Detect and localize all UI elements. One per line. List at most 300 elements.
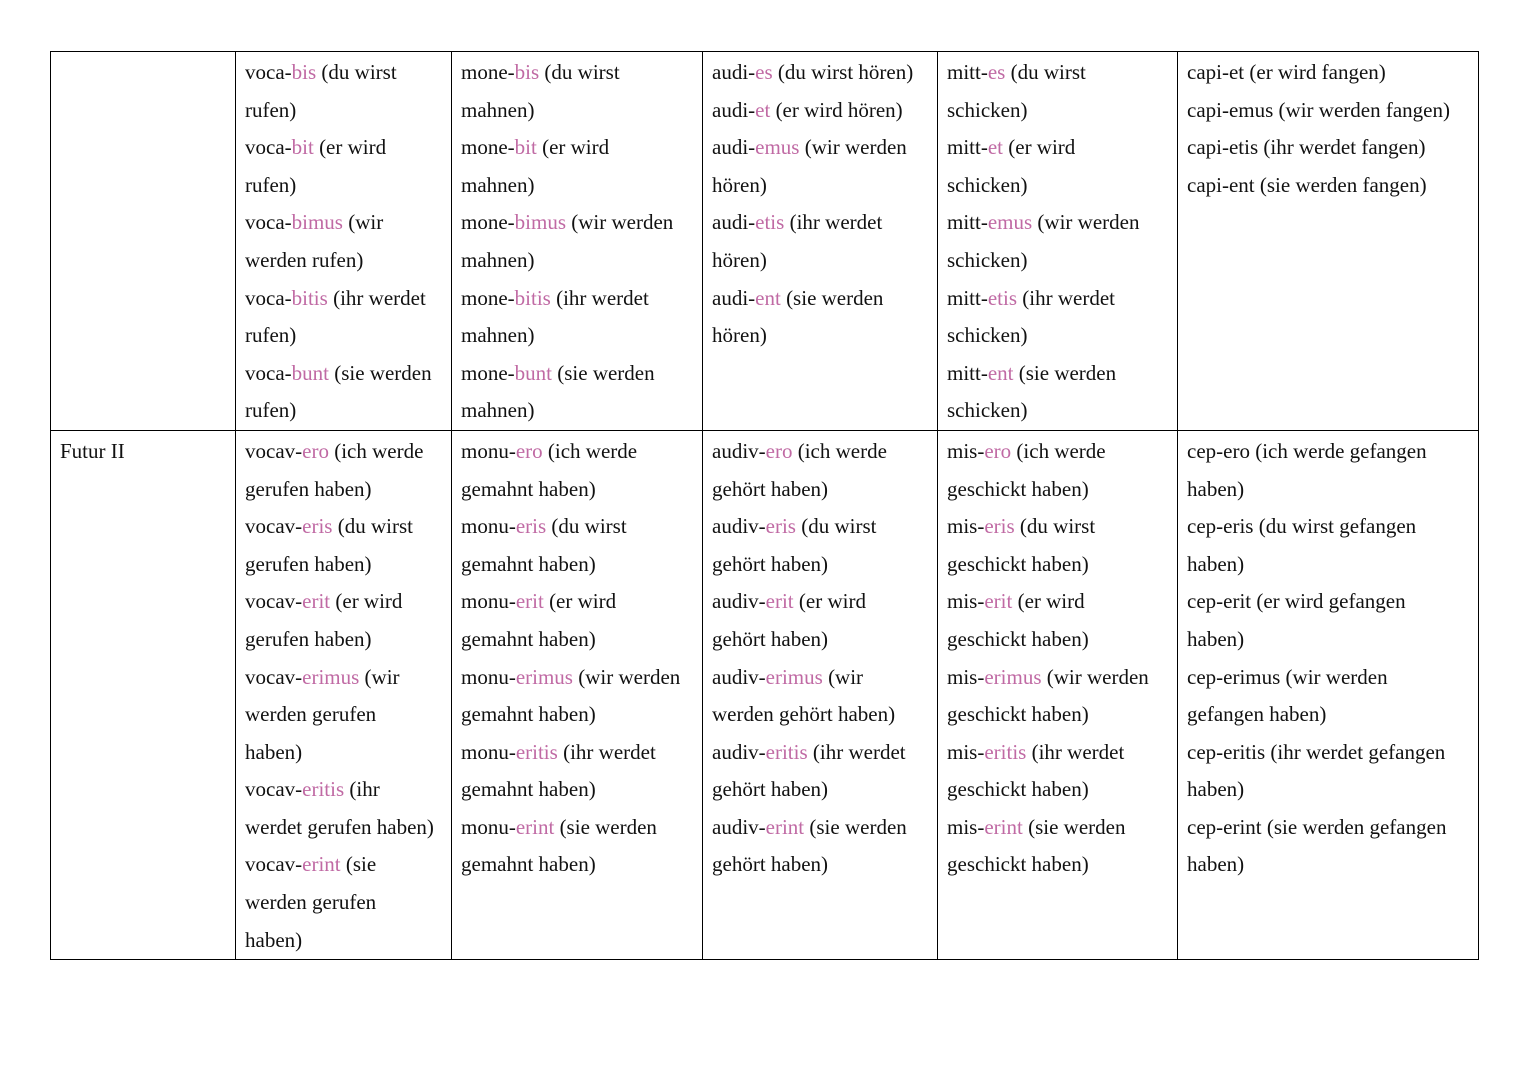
cell-line (712, 771, 928, 809)
cell-line (245, 54, 442, 92)
stem-text: capi-et (er wird fangen) (1187, 60, 1386, 84)
stem-text: mahnen) (461, 247, 535, 272)
ending-text: bitis (514, 285, 551, 310)
ending-text: ent (987, 360, 1014, 385)
cell-line (712, 129, 928, 167)
stem-text: schicken) (947, 172, 1028, 197)
gloss-text: (wir werden (572, 664, 681, 689)
stem-text: capi-etis (ihr werdet fangen) (1187, 135, 1426, 160)
ending-text: eris (515, 514, 547, 539)
stem-text: cep-eris (du wirst gefangen (1187, 514, 1417, 539)
stem-text: geschickt haben) (947, 852, 1089, 877)
stem-text: mone- (461, 60, 515, 84)
ending-text: erint (302, 852, 341, 877)
stem-text: audiv- (712, 664, 766, 689)
gloss-text: (er wird (793, 589, 866, 614)
gloss-text: (sie werden (1013, 360, 1117, 385)
ending-text: ero (302, 438, 329, 463)
cell-line (461, 167, 693, 205)
stem-text: hören) (712, 247, 767, 272)
stem-text: gemahnt haben) (461, 476, 596, 501)
cell-line (245, 922, 442, 960)
cell-line (461, 508, 693, 546)
stem-text: haben) (1187, 852, 1245, 877)
gloss-text: (ich werde (542, 438, 638, 463)
ending-text: erimus (765, 664, 823, 689)
stem-text: vocav- (245, 852, 303, 877)
ending-text: bimus (291, 210, 343, 235)
cell-line (245, 392, 442, 430)
ending-text: eris (302, 514, 333, 539)
ending-text: es (987, 60, 1006, 84)
gloss-text: (ihr werdet (557, 739, 656, 764)
cell-line (712, 583, 928, 621)
gloss-text: (er wird (330, 589, 403, 614)
cell-line (461, 846, 693, 884)
ending-text: erimus (515, 664, 573, 689)
gloss-text: (ihr werdet (807, 739, 906, 764)
cell-line (245, 92, 442, 130)
cell-line (947, 54, 1168, 92)
stem-text: vocav- (245, 664, 303, 689)
cell-line (461, 471, 693, 509)
stem-text: voca- (245, 135, 292, 160)
cell-line (245, 280, 442, 318)
gloss-text: (sie werden (1022, 814, 1126, 839)
ending-text: emus (987, 210, 1033, 235)
stem-text: monu- (461, 814, 516, 839)
cell-line (712, 167, 928, 205)
table-cell (938, 430, 1178, 959)
cell-line (245, 734, 442, 772)
stem-text: mahnen) (461, 323, 535, 348)
cell-line (461, 392, 693, 430)
stem-text: gehört haben) (712, 551, 829, 576)
ending-text: et (987, 135, 1003, 160)
stem-text: audiv- (712, 438, 766, 463)
stem-text: mone- (461, 360, 515, 385)
cell-line (245, 355, 442, 393)
stem-text: gemahnt haben) (461, 852, 596, 877)
cell-line (245, 508, 442, 546)
cell-line (245, 696, 442, 734)
cell-line (245, 846, 442, 884)
stem-text: mitt- (947, 135, 988, 160)
ending-text: eritis (984, 739, 1027, 764)
ending-text: bit (291, 135, 314, 160)
cell-line (712, 280, 928, 318)
cell-line (947, 471, 1168, 509)
stem-text: rufen) (245, 97, 297, 122)
stem-text: schicken) (947, 398, 1028, 423)
stem-text: mitt- (947, 60, 988, 84)
stem-text: werden gehört haben) (712, 702, 896, 727)
table-cell (452, 430, 703, 959)
gloss-text: (wir (359, 664, 400, 689)
stem-text: audi- (712, 210, 756, 235)
cell-line (461, 621, 693, 659)
stem-text: mitt- (947, 285, 988, 310)
gloss-text: (wir werden (1032, 210, 1140, 235)
gloss-text: (sie werden (328, 360, 432, 385)
stem-text: mahnen) (461, 172, 535, 197)
cell-line (1187, 846, 1469, 884)
gloss-text: (ihr (344, 777, 380, 802)
cell-line (461, 355, 693, 393)
table-cell (236, 52, 452, 431)
cell-line (947, 583, 1168, 621)
stem-text: voca- (245, 60, 292, 84)
gloss-text: (du wirst (332, 514, 413, 539)
cell-line (1187, 771, 1469, 809)
cell-line (1187, 471, 1469, 509)
ending-text: bitis (291, 285, 328, 310)
cell-line (461, 242, 693, 280)
ending-text: erit (984, 589, 1013, 614)
gloss-text: (sie werden (780, 285, 884, 310)
cell-line (461, 583, 693, 621)
ending-text: eritis (515, 739, 558, 764)
stem-text: vocav- (245, 589, 303, 614)
ending-text: bunt (291, 360, 329, 385)
cell-line (245, 583, 442, 621)
cell-line (1187, 54, 1469, 92)
stem-text: cep-ero (ich werde gefangen (1187, 438, 1427, 463)
cell-line (461, 317, 693, 355)
cell-line (245, 884, 442, 922)
stem-text: schicken) (947, 323, 1028, 348)
gloss-text: (ihr werdet (1017, 285, 1115, 310)
stem-text: mahnen) (461, 97, 535, 122)
stem-text: cep-erimus (wir werden (1187, 664, 1388, 689)
stem-text: voca- (245, 360, 292, 385)
stem-text: mis- (947, 438, 985, 463)
gloss-text: (er wird (1012, 589, 1085, 614)
cell-line (1187, 508, 1469, 546)
gloss-text: (ihr werdet (550, 285, 649, 310)
stem-text: cep-erit (er wird gefangen (1187, 589, 1406, 614)
stem-text: monu- (461, 664, 516, 689)
ending-text: erimus (984, 664, 1042, 689)
stem-text: werden gerufen (245, 890, 377, 915)
table-row (51, 430, 1479, 959)
stem-text: gerufen haben) (245, 551, 372, 576)
table-cell (1178, 430, 1479, 959)
gloss-text: (ich werde (328, 438, 424, 463)
ending-text: bis (291, 60, 317, 84)
cell-line (1187, 167, 1469, 205)
cell-line (245, 621, 442, 659)
cell-line (461, 734, 693, 772)
table-cell (703, 52, 938, 431)
conjugation-table (50, 51, 1479, 960)
cell-line (947, 659, 1168, 697)
cell-line (245, 433, 442, 471)
gloss-text: (du wirst (795, 514, 877, 539)
cell-line (461, 280, 693, 318)
stem-text: mis- (947, 739, 985, 764)
cell-line (947, 129, 1168, 167)
cell-line (712, 54, 928, 92)
stem-text: audi- (712, 60, 756, 84)
stem-text: gerufen haben) (245, 476, 372, 501)
gloss-text: (er wird (543, 589, 617, 614)
table-cell (703, 430, 938, 959)
table-cell (236, 430, 452, 959)
stem-text: geschickt haben) (947, 702, 1089, 727)
gloss-text: (wir (342, 210, 384, 235)
stem-text: monu- (461, 514, 516, 539)
ending-text: etis (755, 210, 785, 235)
stem-text: werden gerufen (245, 702, 377, 727)
stem-text: monu- (461, 589, 516, 614)
ending-text: eris (984, 514, 1015, 539)
cell-line (947, 546, 1168, 584)
stem-text: hören) (712, 323, 767, 348)
stem-text: gehört haben) (712, 626, 829, 651)
ending-text: ent (755, 285, 781, 310)
table-cell (452, 52, 703, 431)
stem-text: gefangen haben) (1187, 702, 1327, 727)
cell-line (245, 204, 442, 242)
stem-text: monu- (461, 739, 516, 764)
cell-line (1187, 734, 1469, 772)
cell-line (1187, 92, 1469, 130)
gloss-text: (er wird (313, 135, 387, 160)
cell-line (712, 471, 928, 509)
stem-text: haben) (245, 927, 303, 952)
cell-line (245, 242, 442, 280)
ending-text: bis (514, 60, 540, 84)
cell-line (712, 508, 928, 546)
cell-line (245, 317, 442, 355)
stem-text: mis- (947, 664, 985, 689)
stem-text: mahnen) (461, 398, 535, 423)
stem-text: rufen) (245, 172, 297, 197)
cell-line (461, 129, 693, 167)
stem-text: werdet gerufen haben) (245, 814, 434, 839)
cell-line (1187, 696, 1469, 734)
gloss-text: (sie werden (554, 814, 657, 839)
cell-line (947, 204, 1168, 242)
stem-text: schicken) (947, 97, 1028, 122)
cell-line (947, 167, 1168, 205)
cell-line (947, 771, 1168, 809)
ending-text: erit (515, 589, 544, 614)
cell-line (461, 54, 693, 92)
cell-line (461, 92, 693, 130)
stem-text: audi- (712, 285, 756, 310)
ending-text: erint (984, 814, 1023, 839)
stem-text: voca- (245, 210, 292, 235)
stem-text: haben) (245, 739, 303, 764)
stem-text: haben) (1187, 476, 1245, 501)
cell-line (1187, 621, 1469, 659)
stem-text: cep-eritis (ihr werdet gefangen (1187, 739, 1446, 764)
cell-line (947, 508, 1168, 546)
stem-text: mitt- (947, 210, 988, 235)
row-label: Futur II (51, 430, 236, 959)
cell-line (947, 696, 1168, 734)
stem-text: mone- (461, 285, 515, 310)
gloss-text: (er wird hören) (770, 97, 903, 122)
cell-line (245, 771, 442, 809)
stem-text: haben) (1187, 777, 1245, 802)
stem-text: gerufen haben) (245, 626, 372, 651)
ending-text: es (755, 60, 773, 84)
ending-text: bunt (514, 360, 552, 385)
table-cell (1178, 52, 1479, 431)
stem-text: capi-emus (wir werden fangen) (1187, 97, 1450, 122)
gloss-text: (du wirst (546, 514, 627, 539)
cell-line (245, 809, 442, 847)
cell-line (712, 734, 928, 772)
gloss-text: (du wirst (316, 60, 397, 84)
cell-line (1187, 129, 1469, 167)
stem-text: rufen) (245, 323, 297, 348)
cell-line (461, 771, 693, 809)
cell-line (1187, 809, 1469, 847)
stem-text: monu- (461, 438, 516, 463)
gloss-text: (ich werde (792, 438, 887, 463)
stem-text: geschickt haben) (947, 476, 1089, 501)
stem-text: vocav- (245, 514, 303, 539)
ending-text: eritis (765, 739, 808, 764)
stem-text: mis- (947, 589, 985, 614)
gloss-text: (ihr werdet (1026, 739, 1125, 764)
cell-line (947, 280, 1168, 318)
ending-text: erint (765, 814, 805, 839)
cell-line (712, 659, 928, 697)
cell-line (461, 696, 693, 734)
stem-text: mone- (461, 210, 515, 235)
stem-text: mis- (947, 814, 985, 839)
ending-text: erit (765, 589, 794, 614)
gloss-text: (du wirst (1005, 60, 1086, 84)
ending-text: ero (765, 438, 793, 463)
cell-line (1187, 433, 1469, 471)
stem-text: werden rufen) (245, 247, 364, 272)
cell-line (245, 167, 442, 205)
table-cell (938, 52, 1178, 431)
gloss-text: (er wird (536, 135, 610, 160)
gloss-text: (du wirst (1014, 514, 1096, 539)
cell-line (947, 734, 1168, 772)
stem-text: mis- (947, 514, 985, 539)
cell-line (245, 129, 442, 167)
cell-line (461, 433, 693, 471)
cell-line (245, 471, 442, 509)
stem-text: mitt- (947, 360, 988, 385)
ending-text: bit (514, 135, 537, 160)
ending-text: ero (515, 438, 543, 463)
stem-text: vocav- (245, 777, 303, 802)
gloss-text: (wir werden (799, 135, 907, 160)
cell-line (947, 355, 1168, 393)
cell-line (712, 92, 928, 130)
stem-text: capi-ent (sie werden fangen) (1187, 172, 1427, 197)
stem-text: vocav- (245, 438, 303, 463)
cell-line (712, 696, 928, 734)
gloss-text: (ich werde (1011, 438, 1106, 463)
stem-text: gemahnt haben) (461, 777, 596, 802)
ending-text: et (755, 97, 771, 122)
stem-text: gemahnt haben) (461, 702, 596, 727)
cell-line (461, 659, 693, 697)
cell-line (712, 621, 928, 659)
stem-text: gemahnt haben) (461, 626, 596, 651)
cell-line (712, 433, 928, 471)
stem-text: geschickt haben) (947, 551, 1089, 576)
ending-text: ero (984, 438, 1012, 463)
cell-line (947, 433, 1168, 471)
stem-text: gemahnt haben) (461, 551, 596, 576)
cell-line (1187, 583, 1469, 621)
gloss-text: (du wirst (539, 60, 620, 84)
stem-text: audiv- (712, 814, 766, 839)
cell-line (947, 392, 1168, 430)
stem-text: voca- (245, 285, 292, 310)
cell-line (712, 204, 928, 242)
cell-line (712, 846, 928, 884)
cell-line (947, 317, 1168, 355)
stem-text: schicken) (947, 247, 1028, 272)
ending-text: emus (755, 135, 800, 160)
ending-text: erimus (302, 664, 360, 689)
stem-text: geschickt haben) (947, 626, 1089, 651)
stem-text: haben) (1187, 626, 1245, 651)
gloss-text: (ihr werdet (784, 210, 883, 235)
cell-line (947, 92, 1168, 130)
gloss-text: (er wird (1003, 135, 1076, 160)
ending-text: eris (765, 514, 796, 539)
ending-text: erint (515, 814, 555, 839)
stem-text: haben) (1187, 551, 1245, 576)
stem-text: gehört haben) (712, 852, 829, 877)
cell-line (947, 809, 1168, 847)
cell-line (947, 242, 1168, 280)
gloss-text: (wir werden (1041, 664, 1149, 689)
table-row (51, 52, 1479, 431)
gloss-text: (sie (340, 852, 377, 877)
cell-line (947, 621, 1168, 659)
row-label (51, 52, 236, 431)
cell-line (712, 809, 928, 847)
cell-line (461, 546, 693, 584)
cell-line (245, 546, 442, 584)
cell-line (712, 546, 928, 584)
cell-line (461, 809, 693, 847)
gloss-text: (du wirst hören) (772, 60, 914, 84)
cell-line (1187, 659, 1469, 697)
cell-line (461, 204, 693, 242)
gloss-text: (wir werden (566, 210, 674, 235)
stem-text: audiv- (712, 514, 766, 539)
stem-text: rufen) (245, 398, 297, 423)
stem-text: audi- (712, 135, 756, 160)
stem-text: gehört haben) (712, 476, 829, 501)
cell-line (1187, 546, 1469, 584)
gloss-text: (sie werden (552, 360, 655, 385)
ending-text: etis (987, 285, 1018, 310)
stem-text: geschickt haben) (947, 777, 1089, 802)
ending-text: eritis (302, 777, 345, 802)
cell-line (947, 846, 1168, 884)
stem-text: cep-erint (sie werden gefangen (1187, 814, 1447, 839)
ending-text: erit (302, 589, 331, 614)
cell-line (712, 242, 928, 280)
cell-line (245, 659, 442, 697)
